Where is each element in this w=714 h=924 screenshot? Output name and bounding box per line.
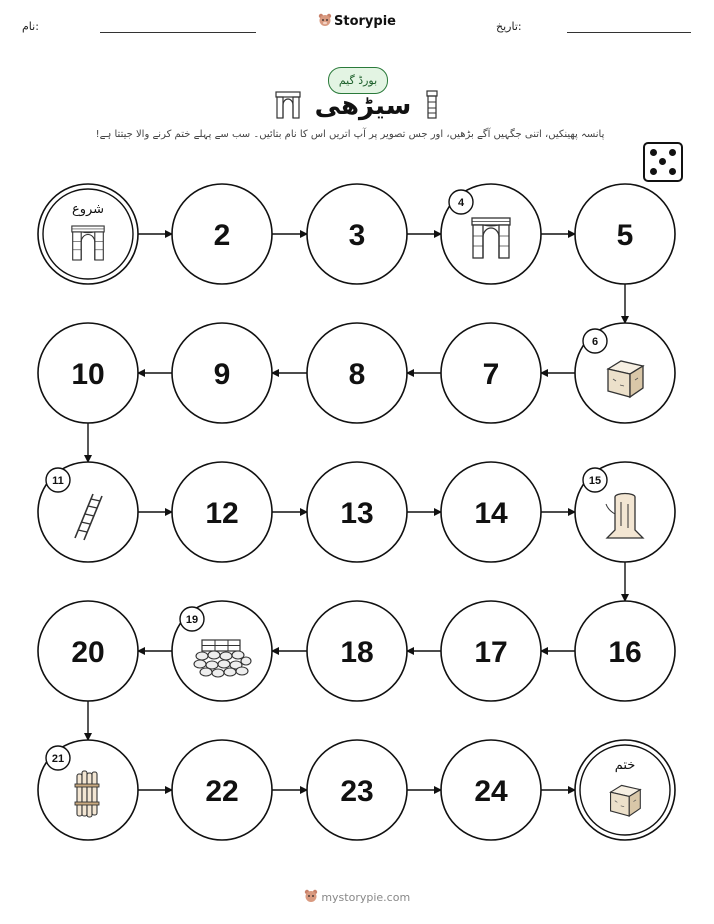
board-space-22 (172, 740, 272, 840)
board-space-5 (575, 184, 675, 284)
board-space-13 (307, 462, 407, 562)
space-number: 12 (205, 497, 239, 530)
board-space-11 (38, 462, 138, 562)
board-space-21 (38, 740, 138, 840)
board-space-7 (441, 323, 541, 423)
end-label: ختم (614, 758, 636, 773)
footer-url: mystorypie.com (321, 891, 411, 904)
space-number: 23 (340, 775, 374, 808)
space-number: 10 (71, 358, 105, 391)
space-number: 3 (348, 219, 366, 252)
space-number: 16 (608, 636, 642, 669)
space-number: 18 (340, 636, 374, 669)
board-space-18 (307, 601, 407, 701)
instructions: پانسہ پھینکیں، اتنی جگہیں آگے بڑھیں، اور جس تصویر پر آپ اتریں اس کا نام بتائیں۔ سب سے پہلے ختم کرنے والا جیتتا ہے! (95, 129, 605, 140)
space-number-badge: 21 (51, 753, 65, 765)
board-space-25 (575, 740, 675, 840)
footer (0, 889, 714, 904)
space-number: 5 (616, 219, 634, 252)
board-space-19 (172, 601, 272, 701)
board-space-10 (38, 323, 138, 423)
name-label: نام: (22, 20, 39, 33)
brand-name: Storypie (334, 14, 396, 29)
board-space-2 (172, 184, 272, 284)
board-space-16 (575, 601, 675, 701)
board-space-24 (441, 740, 541, 840)
space-number: 24 (474, 775, 508, 808)
space-number: 9 (213, 358, 231, 391)
start-label: شروع (71, 202, 105, 217)
space-number: 13 (340, 497, 374, 530)
space-number: 2 (213, 219, 231, 252)
space-number: 8 (348, 358, 366, 391)
space-number-badge: 4 (457, 197, 465, 209)
space-number: 14 (474, 497, 508, 530)
board-space-20 (38, 601, 138, 701)
board-game-badge: بورڈ گیم (328, 67, 388, 94)
space-number: 22 (205, 775, 239, 808)
stone-block-icon (611, 785, 641, 816)
space-number-badge: 15 (588, 475, 602, 487)
stone-block-icon (608, 361, 643, 397)
board-space-3 (307, 184, 407, 284)
space-number: 20 (71, 636, 105, 669)
space-number: 17 (474, 636, 508, 669)
title-text: سیڑھی (314, 91, 412, 121)
bear-icon (304, 889, 318, 903)
board-space-17 (441, 601, 541, 701)
board-space-4 (441, 184, 541, 284)
board-space-6 (575, 323, 675, 423)
space-number-badge: 19 (185, 614, 199, 626)
board-space-8 (307, 323, 407, 423)
board-space-15 (575, 462, 675, 562)
board-space-14 (441, 462, 541, 562)
space-number-badge: 6 (591, 336, 599, 348)
space-number-badge: 11 (52, 475, 64, 487)
date-label: تاریخ: (496, 20, 522, 33)
board-space-9 (172, 323, 272, 423)
space-number: 7 (482, 358, 500, 391)
board-space-12 (172, 462, 272, 562)
log-bundle-icon (75, 771, 99, 817)
board-space-1 (38, 184, 138, 284)
board-space-23 (307, 740, 407, 840)
